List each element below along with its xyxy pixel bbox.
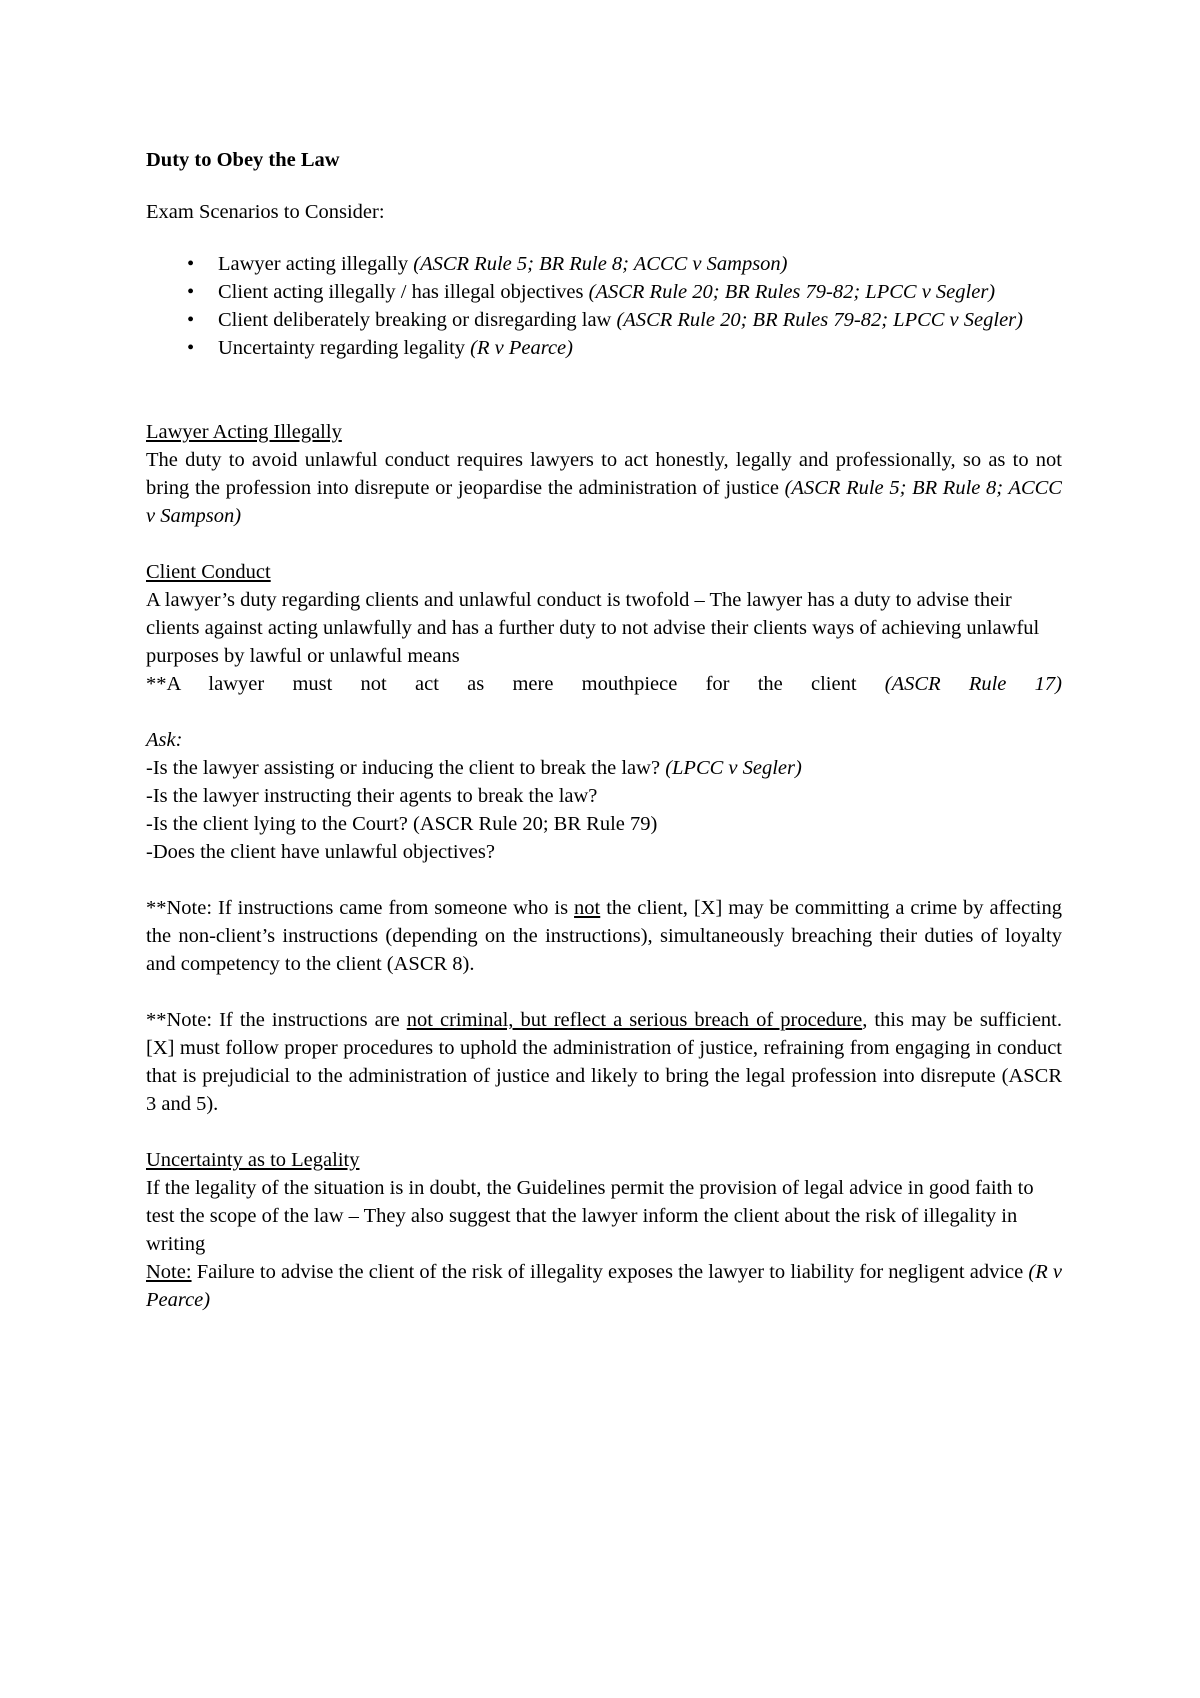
section-heading-client-conduct: Client Conduct (146, 561, 271, 583)
note-text: **Note: If instructions came from someone who is (146, 897, 575, 919)
note-paragraph (146, 894, 1062, 978)
ask-question: -Does the client have unlawful objectives? (146, 841, 495, 863)
section-body-uncertainty: If the legality of the situation is in doubt, the Guidelines permit the provision of legal advice in good faith to test the scope of the law – They also suggest that the lawyer inform the client about the risk of illegality in writing (146, 1177, 1034, 1255)
scenario-item (146, 278, 1062, 306)
body-text: **A lawyer must not act as mere mouthpiece for the client (146, 673, 885, 695)
scenario-item (146, 306, 1062, 334)
citation: (ASCR Rule 5; BR Rule 8; ACCC v Sampson) (146, 477, 1062, 527)
spacer (146, 978, 1062, 1006)
note-emphasis: not (574, 897, 601, 919)
ask-question: -Is the client lying to the Court? (ASCR Rule 20; BR Rule 79) (146, 813, 658, 835)
scenario-text: Uncertainty regarding legality (218, 337, 471, 359)
scenario-item (146, 334, 1062, 362)
scenario-text: Client deliberately breaking or disregarding law (218, 309, 617, 331)
ask-question (146, 754, 1062, 782)
intro-text: Exam Scenarios to Consider: (146, 201, 385, 223)
section-heading-uncertainty: Uncertainty as to Legality (146, 1149, 360, 1171)
document-title: Duty to Obey the Law (146, 149, 340, 171)
spacer (146, 866, 1062, 894)
mouthpiece-note (146, 670, 1062, 698)
note-paragraph (146, 1006, 1062, 1118)
bullet-icon: • (187, 309, 195, 331)
note-text: Failure to advise the client of the risk of illegality exposes the lawyer to liability for negligent advice (191, 1261, 1029, 1283)
scenario-citation: (ASCR Rule 5; BR Rule 8; ACCC v Sampson) (413, 253, 788, 275)
note-text: the client, [X] may be committing a crime by affecting the non-client’s instructions (depending on the instructions), simultaneously breaching their duties of loyalty and competency to the client (ASCR 8). (146, 897, 1062, 975)
scenario-citation: (R v Pearce) (470, 337, 573, 359)
bullet-icon: • (187, 281, 195, 303)
ask-label: Ask: (146, 729, 183, 751)
body-text: The duty to avoid unlawful conduct requires lawyers to act honestly, legally and professionally, so as to not bring the profession into disrepute or jeopardise the administration of justice (146, 449, 1062, 499)
spacer (146, 698, 1062, 726)
spacer (146, 530, 1062, 558)
scenario-list (146, 250, 1062, 362)
scenario-text: Lawyer acting illegally (218, 253, 414, 275)
question-text: -Is the lawyer assisting or inducing the client to break the law? (146, 757, 666, 779)
document-content (146, 146, 1062, 1314)
note-emphasis: not criminal, but reflect a serious breach of procedure (406, 1009, 863, 1031)
bullet-icon: • (187, 337, 195, 359)
citation: (ASCR Rule 17) (884, 673, 1062, 695)
note-text: , this may be sufficient. [X] must follow proper procedures to uphold the administration of justice, refraining from engaging in conduct that is prejudicial to the administration of justice and likely to bring the legal profession into disrepute (ASCR 3 and 5). (146, 1009, 1062, 1115)
scenario-citation: (ASCR Rule 20; BR Rules 79-82; LPCC v Segler) (616, 309, 1023, 331)
citation: (LPCC v Segler) (665, 757, 802, 779)
scenario-item (146, 250, 1062, 278)
spacer (146, 362, 1062, 418)
spacer (146, 1118, 1062, 1146)
note-label: Note: (146, 1261, 192, 1283)
ask-question: -Is the lawyer instructing their agents to break the law? (146, 785, 598, 807)
section-body-client-conduct: A lawyer’s duty regarding clients and unlawful conduct is twofold – The lawyer has a duty to advise their clients against acting unlawfully and has a further duty to not advise their clients ways of achieving unlawful purposes by lawful or unlawful means (146, 589, 1040, 667)
citation: (R v Pearce) (146, 1261, 1062, 1311)
section-body-lawyer-illegally (146, 446, 1062, 530)
scenario-text: Client acting illegally / has illegal objectives (218, 281, 589, 303)
bullet-icon: • (187, 253, 195, 275)
section-heading-lawyer-illegally: Lawyer Acting Illegally (146, 421, 342, 443)
note-text: **Note: If the instructions are (146, 1009, 407, 1031)
scenario-citation: (ASCR Rule 20; BR Rules 79-82; LPCC v Segler) (588, 281, 996, 303)
uncertainty-note (146, 1258, 1062, 1314)
